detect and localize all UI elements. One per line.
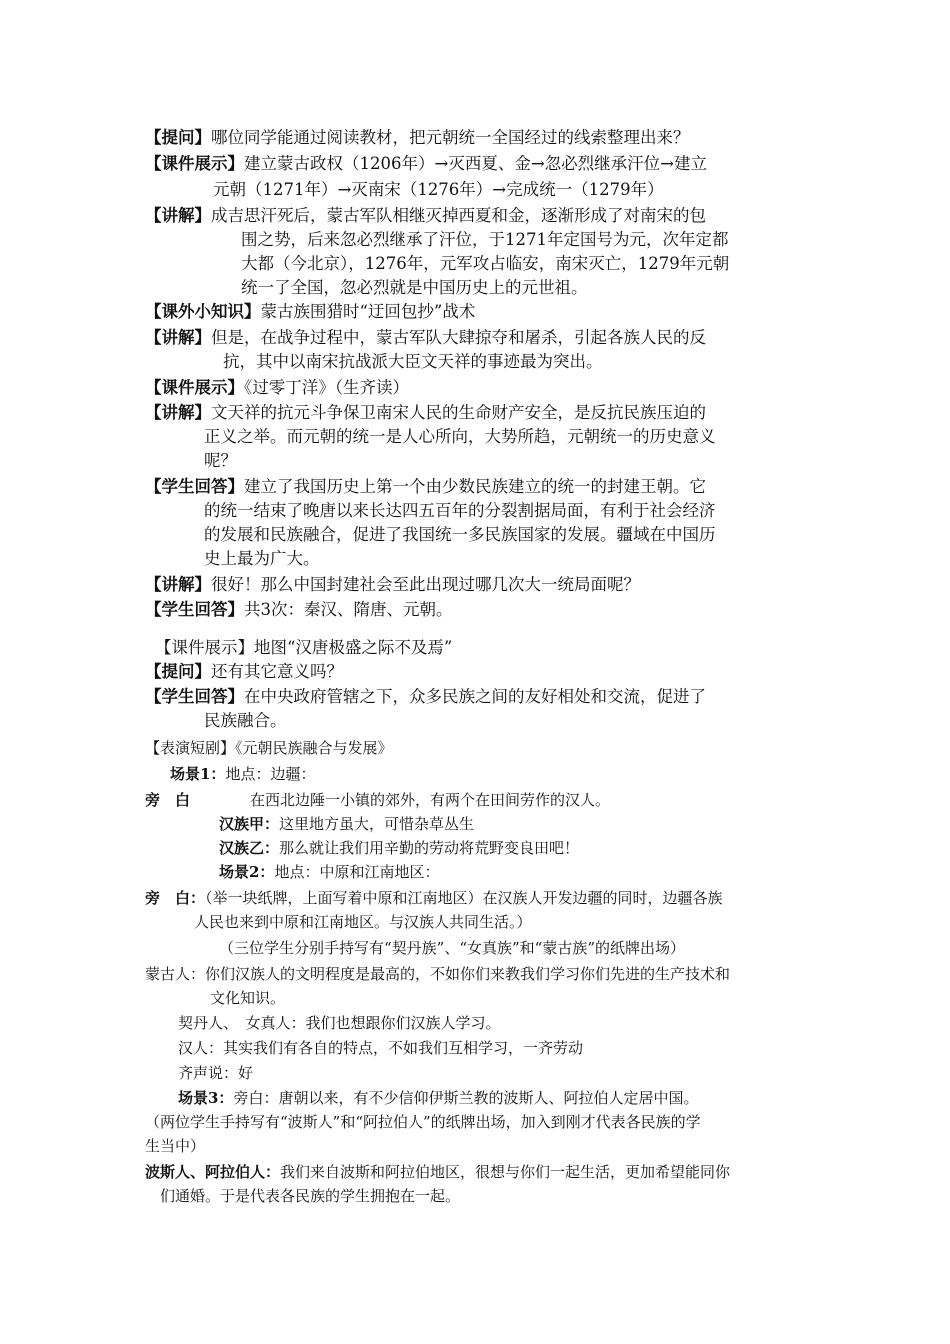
tag-courseware: 【课件展示】 (155, 638, 254, 657)
skit-title-line: 【表演短剧】《元朝民族融合与发展》 (145, 739, 393, 757)
tag-answer: 【学生回答】 (145, 477, 244, 496)
mongol-cont: 文化知识。 (210, 989, 286, 1007)
extra-knowledge-line: 【课外小知识】蒙古族围猎时“迂回包抄”战术 (145, 302, 476, 321)
courseware-line: 【课件展示】地图“汉唐极盛之际不及焉” (155, 638, 453, 657)
explain-cont: 围之势，后来忽必烈继承了汗位，于1271年定国号为元，次年定都 (241, 230, 729, 249)
scene-1: 场景1：地点：边疆： (170, 765, 316, 783)
explain-cont: 正义之举。而元朝的统一是人心所向，大势所趋，元朝统一的历史意义 (204, 427, 716, 446)
stage-note: （两位学生手持写有“波斯人”和“阿拉伯人”的纸牌出场，加入到刚才代表各民族的学 (145, 1113, 701, 1131)
tag-answer: 【学生回答】 (145, 600, 244, 619)
narrator-2: 旁 白：（举一块纸牌，上面写着中原和江南地区）在汉族人开发边疆的同时，边疆各族 (145, 889, 723, 907)
explain-cont: 大都（今北京），1276年，元军攻占临安，南宋灭亡，1279年元朝 (241, 254, 730, 273)
tag-courseware: 【课件展示】 (145, 154, 244, 173)
tag-question: 【提问】 (145, 662, 211, 681)
answer-line: 【学生回答】共3次：秦汉、隋唐、元朝。 (145, 600, 453, 619)
scene-3: 场景3：旁白：唐朝以来，有不少信仰伊斯兰教的波斯人、阿拉伯人定居中国。 (178, 1089, 699, 1107)
courseware-cont: 元朝（1271年）→灭南宋（1276年）→完成统一（1279年） (213, 180, 664, 199)
answer-cont: 的统一结束了晚唐以来长达四五百年的分裂割据局面，有利于社会经济 (204, 501, 716, 520)
tag-skit: 【表演短剧】 (145, 739, 236, 757)
chorus-line: 齐声说：好 (178, 1064, 254, 1082)
han-line: 汉人：其实我们有各自的特点，不如我们互相学习，一齐劳动 (178, 1039, 584, 1057)
tag-answer: 【学生回答】 (145, 687, 244, 706)
stage-note-cont: 生当中） (145, 1137, 206, 1155)
explain-cont: 呢？ (204, 451, 237, 470)
stage-direction: （三位学生分别手持写有“契丹族”、“女真族”和“蒙古族”的纸牌出场） (219, 939, 686, 957)
tag-courseware: 【课件展示】 (145, 378, 244, 397)
courseware-line: 【课件展示】建立蒙古政权（1206年）→灭西夏、金→忽必烈继承汗位→建立 (145, 154, 707, 173)
tag-explain: 【讲解】 (145, 328, 211, 347)
tag-extra: 【课外小知识】 (145, 302, 261, 321)
persian-arab-cont: 们通婚。于是代表各民族的学生拥抱在一起。 (160, 1187, 461, 1205)
explain-line: 【讲解】但是，在战争过程中，蒙古军队大肆掠夺和屠杀，引起各族人民的反 (145, 328, 706, 347)
answer-cont: 的发展和民族融合，促进了我国统一多民族国家的发展。疆域在中国历 (204, 525, 716, 544)
explain-cont: 抗，其中以南宋抗战派大臣文天祥的事迹最为突出。 (223, 352, 603, 371)
answer-line: 【学生回答】建立了我国历史上第一个由少数民族建立的统一的封建王朝。它 (145, 477, 706, 496)
courseware-line: 【课件展示】《过零丁洋》（生齐读） (145, 378, 409, 397)
question-line: 【提问】哪位同学能通过阅读教材，把元朝统一全国经过的线索整理出来？ (145, 128, 690, 147)
persian-arab-line: 波斯人、阿拉伯人：我们来自波斯和阿拉伯地区，很想与你们一起生活，更加希望能同你 (145, 1163, 731, 1181)
tag-explain: 【讲解】 (145, 403, 211, 422)
explain-line: 【讲解】很好！那么中国封建社会至此出现过哪几次大一统局面呢？ (145, 575, 640, 594)
explain-cont: 统一了全国，忽必烈就是中国历史上的元世祖。 (241, 278, 588, 297)
tag-question: 【提问】 (145, 128, 211, 147)
tag-explain: 【讲解】 (145, 575, 211, 594)
mongol-line: 蒙古人：你们汉族人的文明程度是最高的，不如你们来教我们学习你们先进的生产技术和 (145, 965, 731, 983)
answer-cont: 民族融合。 (204, 711, 287, 730)
scene-2: 场景2：地点：中原和江南地区： (219, 863, 440, 881)
question-line: 【提问】还有其它意义吗？ (145, 662, 343, 681)
narrator-2-cont: 人民也来到中原和江南地区。与汉族人共同生活。） (194, 913, 532, 931)
han-b-line: 汉族乙：那么就让我们用辛勤的劳动将荒野变良田吧！ (219, 839, 580, 857)
explain-line: 【讲解】文天祥的抗元斗争保卫南宋人民的生命财产安全，是反抗民族压迫的 (145, 403, 706, 422)
explain-line: 【讲解】成吉思汗死后，蒙古军队相继灭掉西夏和金，逐渐形成了对南宋的包 (145, 206, 706, 225)
khitan-jurchen-line: 契丹人、 女真人：我们也想跟你们汉族人学习。 (178, 1014, 501, 1032)
narrator-1: 旁 白 在西北边陲一小镇的郊外，有两个在田间劳作的汉人。 (145, 791, 611, 809)
han-a-line: 汉族甲：这里地方虽大，可惜杂草丛生 (219, 815, 475, 833)
answer-line: 【学生回答】在中央政府管辖之下，众多民族之间的友好相处和交流，促进了 (145, 687, 706, 706)
answer-cont: 史上最为广大。 (204, 549, 320, 568)
tag-explain: 【讲解】 (145, 206, 211, 225)
